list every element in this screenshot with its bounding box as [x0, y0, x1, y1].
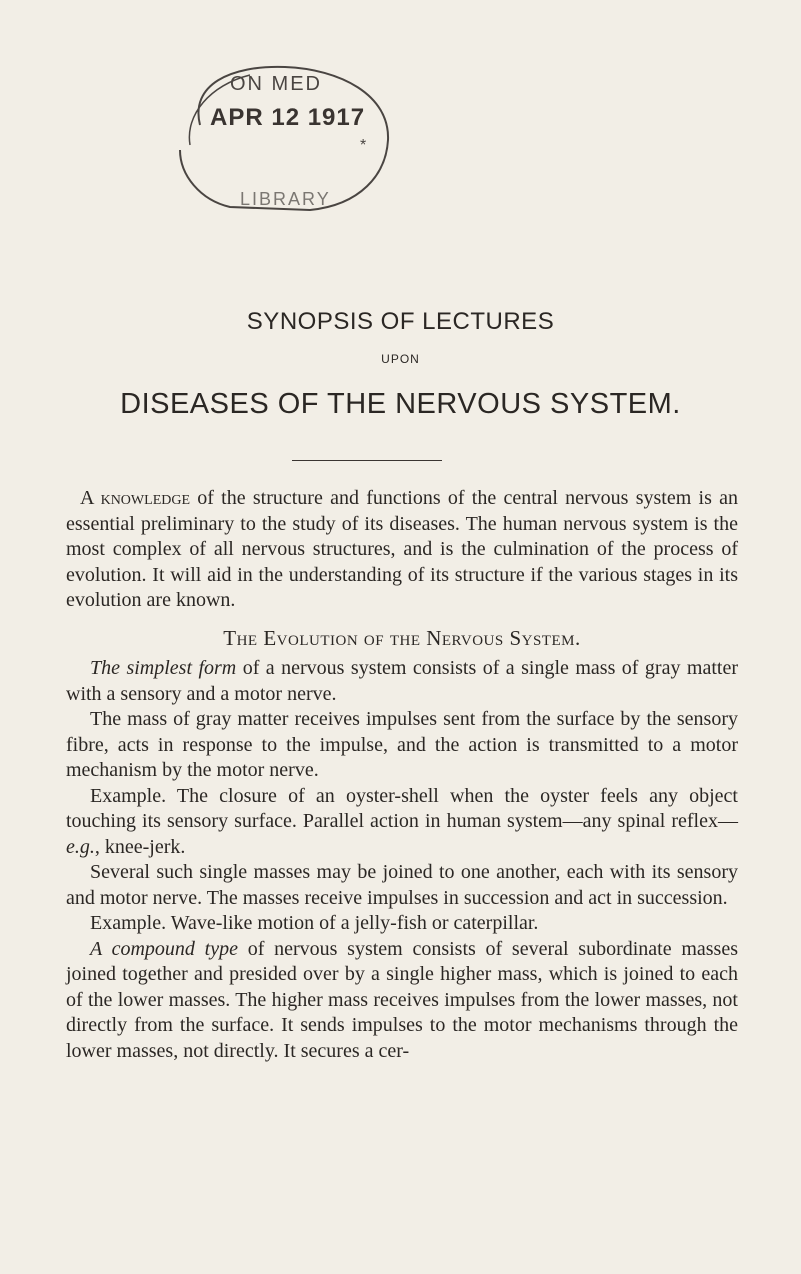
document-body — [66, 486, 738, 1064]
paragraph-simplest-form: The simplest form of a nervous system consists of a single mass of gray matter with a sensory and a motor nerve. — [66, 657, 738, 705]
title-divider — [292, 460, 442, 461]
intro-lead: A knowledge — [80, 487, 191, 509]
paragraph-several-masses: Several such single masses may be joined to one another, each with its sensory and motor nerve. The masses receive impulses in succession and act in succession. — [66, 861, 738, 909]
paragraph-oyster-example: Example. The closure of an oyster-shell when the oyster feels any object touching its sensory surface. Parallel action in human system—any spinal reflex—e.g., knee-jerk. — [66, 784, 738, 858]
title-synopsis: SYNOPSIS OF LECTURES — [246, 308, 555, 335]
simplest-form-term: The simplest form — [90, 657, 237, 679]
library-stamp — [160, 55, 400, 215]
stamp-date: APR 12 1917 — [210, 104, 366, 131]
paragraph-compound-type: A compound type of nervous system consists of several subordinate masses joined together and presided over by a single higher mass, which is joined to each of the lower masses. The higher mass receives impulses from the lower masses, not directly from the surface. It sends impulses to the motor mechanisms through the lower masses, not directly. It secures a cer- — [66, 937, 738, 1062]
paragraph-gray-matter: The mass of gray matter receives impulses sent from the surface by the sensory fibre, acts in response to the impulse, and the action is transmitted to a motor mechanism by the motor nerve. — [66, 708, 738, 781]
svg-text:ON MED: ON MED — [230, 73, 322, 95]
stamp-seal-icon — [160, 55, 400, 215]
paragraph-jellyfish-example: Example. Wave-like motion of a jelly-fish or caterpillar. — [90, 912, 539, 934]
compound-type-term: A compound type — [90, 937, 238, 960]
section-heading: The Evolution of the Nervous System. — [223, 625, 581, 650]
title-diseases: DISEASES OF THE NERVOUS SYSTEM. — [120, 388, 681, 420]
intro-paragraph — [66, 486, 738, 614]
title-upon: UPON — [381, 352, 420, 366]
svg-text:LIBRARY: LIBRARY — [240, 189, 331, 209]
intro-rest: of the structure and functions of the central nervous system is an essential preliminary to the study of its diseases. The human nervous system is the most complex of all nervous structures, and is the culmination of the process of evolution. It will aid in the understanding of its structure if the various stages in its evolution are known. — [66, 487, 738, 611]
svg-text:*: * — [360, 137, 367, 154]
